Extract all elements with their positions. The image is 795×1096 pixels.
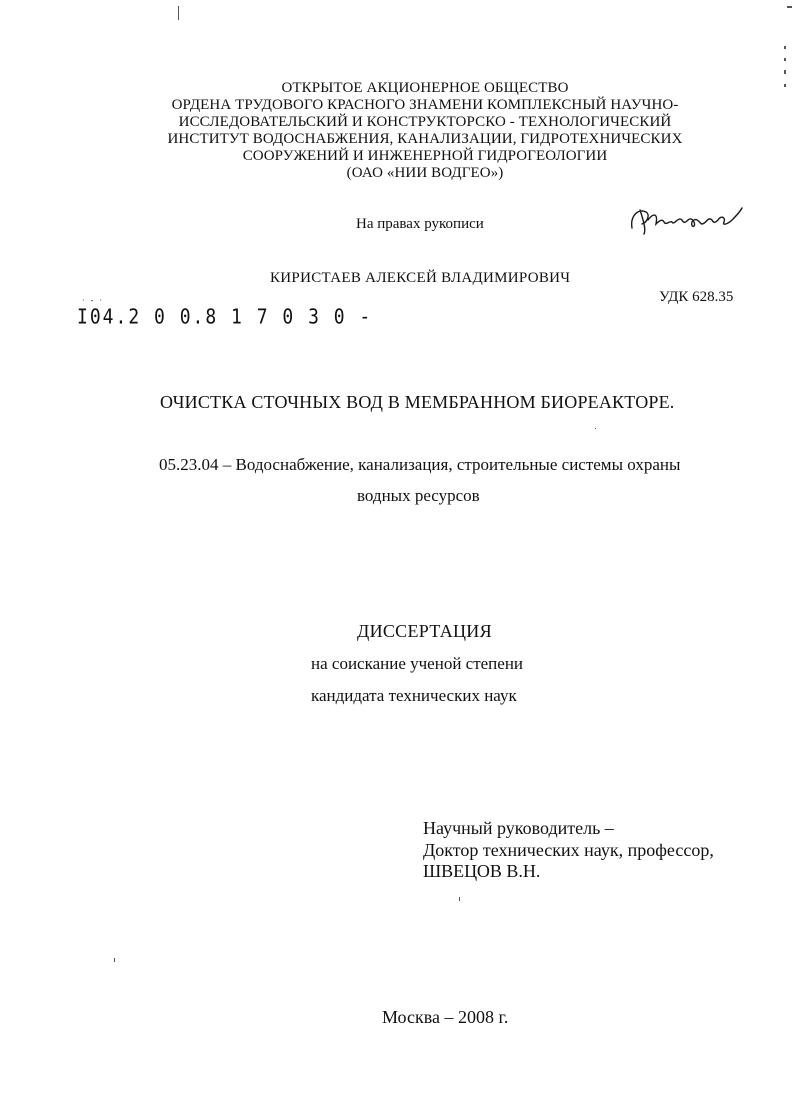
specialty-line-2: водных ресурсов <box>357 486 480 505</box>
scan-speck <box>178 6 179 20</box>
stamp-marks: · - · <box>82 296 104 305</box>
author-name: КИРИСТАЕВ АЛЕКСЕЙ ВЛАДИМИРОВИЧ <box>270 270 571 286</box>
registration-stamp: I04.2 0 0.8 1 7 0 3 0 - <box>77 305 373 330</box>
scan-speck <box>787 6 792 8</box>
organization-block <box>0 80 795 182</box>
scan-speck <box>784 58 786 61</box>
scan-speck <box>459 897 460 901</box>
organization-line: ОТКРЫТОЕ АКЦИОНЕРНОЕ ОБЩЕСТВО <box>281 80 569 96</box>
scan-speck <box>114 958 115 962</box>
scan-speck <box>784 70 786 74</box>
organization-line: (ОАО «НИИ ВОДГЕО») <box>346 165 504 181</box>
degree-line-2: кандидата технических наук <box>311 686 517 705</box>
supervisor-role: Научный руководитель – <box>423 818 614 838</box>
supervisor-credentials: Доктор технических наук, профессор, <box>423 840 714 860</box>
degree-line-1: на соискание ученой степени <box>311 654 524 673</box>
scan-speck <box>784 46 786 49</box>
manuscript-rights-label: На правах рукописи <box>356 216 484 232</box>
supervisor-name: ШВЕЦОВ В.Н. <box>423 861 541 881</box>
place-and-year: Москва – 2008 г. <box>382 1007 509 1027</box>
author-signature <box>628 202 748 238</box>
specialty-line-1: 05.23.04 – Водоснабжение, канализация, строительные системы охраны <box>159 455 681 474</box>
scan-speck <box>595 428 596 429</box>
thesis-title: ОЧИСТКА СТОЧНЫХ ВОД В МЕМБРАННОМ БИОРЕАКТОРЕ. <box>160 392 675 412</box>
scan-speck <box>784 84 786 87</box>
organization-line: СООРУЖЕНИЙ И ИНЖЕНЕРНОЙ ГИДРОГЕОЛОГИИ <box>242 148 608 164</box>
organization-line: ИССЛЕДОВАТЕЛЬСКИЙ И КОНСТРУКТОРСКО - ТЕХНОЛОГИЧЕСКИЙ <box>178 114 672 130</box>
udc-code: УДК 628.35 <box>659 289 734 305</box>
organization-line: ИНСТИТУТ ВОДОСНАБЖЕНИЯ, КАНАЛИЗАЦИИ, ГИДРОТЕХНИЧЕСКИХ <box>167 131 683 147</box>
organization-line: ОРДЕНА ТРУДОВОГО КРАСНОГО ЗНАМЕНИ КОМПЛЕКСНЫЙ НАУЧНО- <box>171 97 679 113</box>
document-type: ДИССЕРТАЦИЯ <box>357 621 492 641</box>
